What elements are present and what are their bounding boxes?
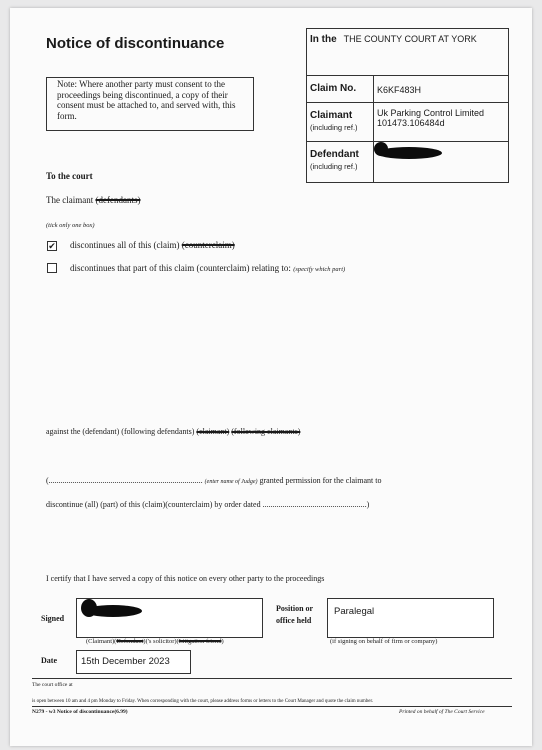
position-hint: (if signing on behalf of firm or company) [330, 638, 438, 645]
against-line: against the (defendant) (following defendants) (claimant) (following claimants) [46, 427, 301, 436]
date-field[interactable] [76, 650, 191, 674]
court-details-table [306, 28, 509, 183]
option-all-label: discontinues all of this (claim) (counterclaim) [70, 240, 235, 250]
signature-box[interactable] [76, 598, 263, 638]
claimant-label: Claimant [310, 110, 353, 121]
form-title: Notice of discontinuance [46, 35, 225, 52]
position-value: Paralegal [334, 606, 375, 617]
claim-no-label-cell [307, 76, 374, 103]
to-the-court-heading: To the court [46, 171, 93, 181]
defendant-sub-label: (including ref.) [310, 162, 358, 171]
judge-permission-line: (............................................................................. (enter name of Judge) granted permission for the claimant to [46, 476, 382, 485]
form-code: N279 - w3 Notice of discontinuance(6.99) [32, 709, 128, 715]
signature-redaction-blob [81, 599, 97, 617]
option-part-checkbox[interactable] [47, 263, 57, 273]
claim-no-cell [374, 76, 509, 103]
position-label: Position or office held [276, 604, 314, 625]
claimant-ref: 101473.106484d [377, 118, 445, 128]
defendant-label-cell [307, 142, 374, 183]
footer-hours: is open between 10 am and 4 pm Monday to Friday. When corresponding with the court, please address forms or letters to the Court Manager and quote the claim number. [32, 699, 374, 704]
footer-office: The court office at [32, 682, 73, 688]
in-the-label: In the [310, 34, 337, 45]
defendant-label: Defendant [310, 149, 359, 160]
claimant-sub-label: (including ref.) [310, 123, 358, 132]
checkmark-icon: ✔ [48, 241, 56, 251]
defendants-struck: (defendants) [95, 195, 141, 205]
option-part-hint: (specify which part) [293, 266, 346, 273]
claimant-line [46, 195, 140, 205]
footer-divider-2 [32, 706, 512, 707]
judge-hint: (enter name of Judge) [204, 479, 258, 485]
tick-instruction: (tick only one box) [46, 222, 95, 229]
defendant-cell [374, 142, 509, 183]
printed-by: Printed on behalf of The Court Service [399, 709, 485, 715]
counterclaim-struck: (counterclaim) [181, 240, 235, 250]
date-value: 15th December 2023 [81, 656, 170, 667]
date-label: Date [41, 656, 57, 665]
form-page [10, 8, 532, 746]
footer-divider [32, 678, 512, 679]
claimant-name: Uk Parking Control Limited [377, 108, 485, 118]
claimant-word: The claimant [46, 195, 94, 205]
signer-roles: (Claimant)(Defendant)('s solicitor)(Litigation friend) [86, 638, 224, 645]
position-field[interactable] [327, 598, 494, 638]
defendant-redaction-blob [374, 142, 388, 156]
consent-note: Note: Where another party must consent to the proceedings being discontinued, a copy of their consent must be attached to, and served with, this form. [46, 77, 254, 131]
certify-statement: I certify that I have served a copy of this notice on every other party to the proceedings [46, 574, 325, 583]
claimant-cell [374, 103, 509, 142]
signed-label: Signed [41, 614, 65, 623]
option-part-label: discontinues that part of this claim (counterclaim) relating to: (specify which part) [70, 263, 346, 273]
order-dated-line: discontinue (all) (part) of this (claim)(counterclaim) by order dated ....................................................) [46, 500, 370, 509]
court-name-cell [307, 29, 509, 76]
claim-no-label: Claim No. [310, 83, 357, 94]
claimant-label-cell [307, 103, 374, 142]
claim-no-value: K6KF483H [377, 85, 422, 95]
court-name: THE COUNTY COURT AT YORK [343, 34, 477, 44]
option-all-checkbox[interactable] [47, 241, 57, 251]
